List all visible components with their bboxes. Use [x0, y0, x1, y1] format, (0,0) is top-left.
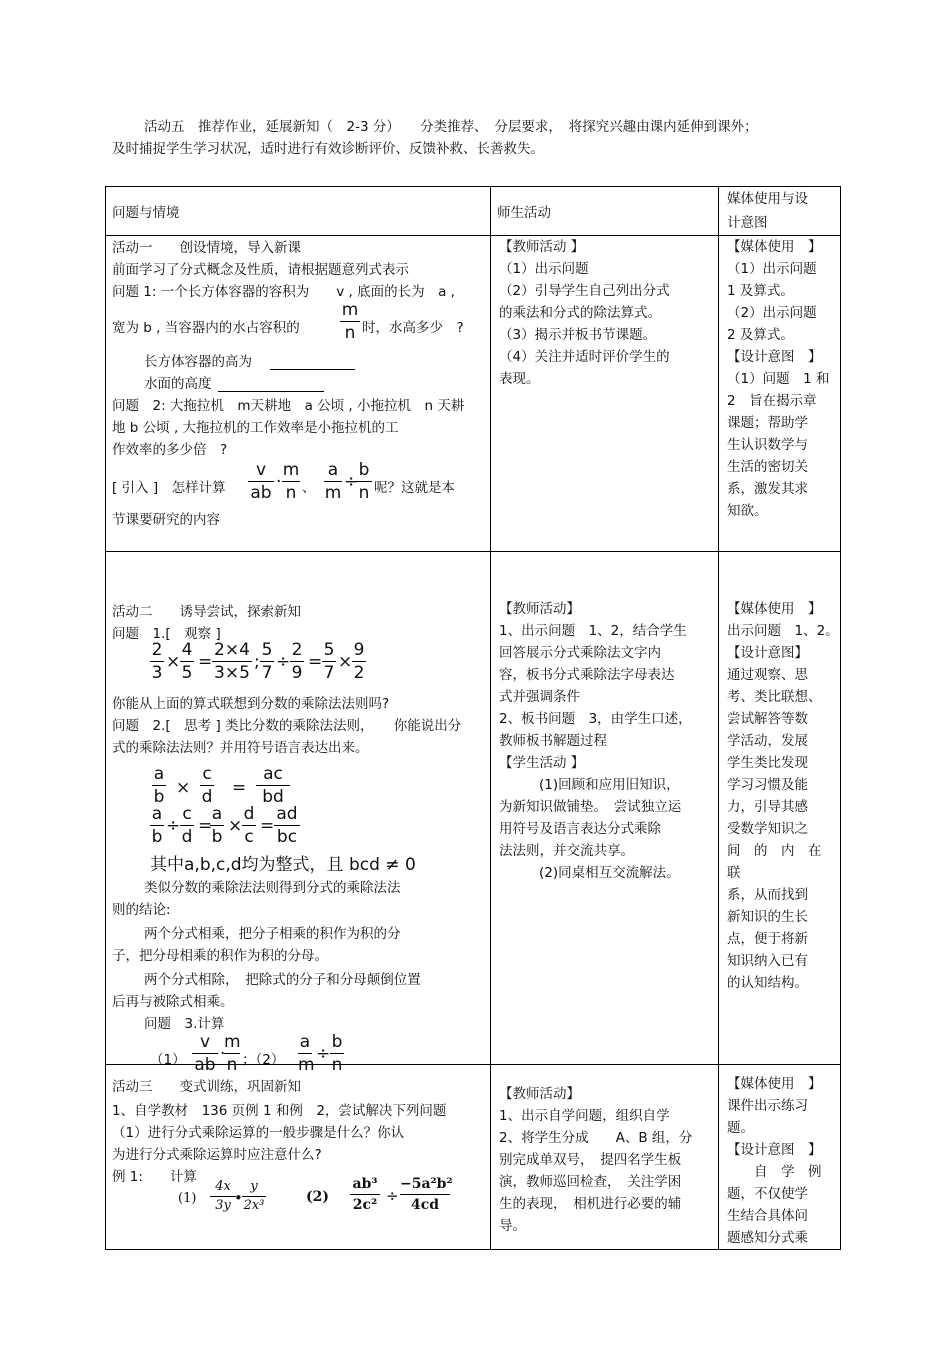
fraction: y 2x³	[243, 1179, 265, 1213]
part-label-1: （1）	[150, 1052, 186, 1068]
list-item: 【学生活动 】	[499, 755, 585, 771]
act2-r3: 两个分式相除， 把除式的分子和分母颠倒位置	[144, 972, 421, 988]
list-item: (2)同桌相互交流解法。	[539, 865, 680, 881]
list-item: （2）引导学生自己列出分式	[499, 283, 670, 299]
act2-scenario-cell	[106, 552, 491, 1075]
act3-scenario-cell	[106, 1065, 491, 1250]
list-item: 生的表现， 相机进行必要的辅	[499, 1196, 682, 1212]
list-item: 力，引导其感	[727, 799, 808, 815]
intro-line-2: 及时捕捉学生学习状况，适时进行有效诊断评价、反馈补救、长善救失。	[112, 141, 544, 157]
act3-media-cell	[719, 1065, 841, 1250]
fraction: 4 5	[181, 640, 193, 683]
separator: 、	[302, 480, 316, 496]
act1-teacher-list	[499, 236, 718, 390]
bullet-operator: •	[234, 1189, 243, 1207]
list-item: 间 的 内 在 联	[727, 843, 835, 881]
list-item: 1 及算式。	[727, 283, 794, 299]
act1-scenario-cell	[106, 236, 491, 552]
list-item: 知欲。	[727, 503, 768, 519]
fraction: −5a²b² 4cd	[400, 1176, 453, 1213]
list-item: 别完成单双号， 提四名学生板	[499, 1152, 682, 1168]
fraction: a b	[211, 804, 223, 847]
header-activity: 师生活动	[491, 187, 719, 236]
fraction: a b	[153, 764, 165, 807]
fraction: 2 9	[291, 640, 303, 683]
equals-operator: =	[232, 778, 247, 798]
fraction: m n	[224, 1032, 241, 1075]
list-item: 通过观察、思	[727, 667, 808, 683]
list-item: 题感知分式乘	[727, 1230, 808, 1246]
act2-title: 活动二 诱导尝试，探索新知	[112, 604, 301, 620]
act2-q2b: 式的乘除法法则？并用符号语言表达出来。	[112, 740, 369, 756]
list-item: 2、板书问题 3，由学生口述，	[499, 711, 692, 727]
fraction: ad bc	[274, 804, 300, 847]
list-item: 生活的密切关	[727, 459, 808, 475]
act2-teacher-cell	[491, 552, 719, 1065]
list-item: 题，不仅使学	[727, 1186, 808, 1202]
list-item: （1）出示问题	[727, 261, 817, 277]
list-item: 生认识数学与	[727, 437, 808, 453]
dot-operator: ·	[276, 472, 282, 492]
list-item: 式并强调条件	[499, 689, 580, 705]
act1-h2: 水面的高度	[144, 372, 324, 392]
div-operator: ÷	[316, 1044, 331, 1064]
act1-q2b: 地 b 公顷 , 大拖拉机的工作效率是小拖拉机的工	[112, 420, 399, 436]
list-item: 学生类比发现	[727, 755, 808, 771]
table-row	[106, 552, 841, 1065]
equals-operator: =	[308, 652, 323, 672]
list-item: 学习习惯及能	[727, 777, 808, 793]
fraction: 2 3	[151, 640, 163, 683]
times-operator: ×	[166, 652, 181, 672]
act2-c1: 类似分数的乘除法法则得到分式的乘除法法	[144, 880, 401, 896]
act2-condition: 其中a,b,c,d均为整式，且 bcd ≠ 0	[150, 855, 416, 875]
list-item: 1、出示问题 1、2，结合学生	[499, 623, 687, 639]
list-item: 2 旨在揭示章	[727, 393, 817, 409]
fraction: 5 7	[261, 640, 273, 683]
fraction: d c	[243, 804, 255, 847]
list-item: 2 及算式。	[727, 327, 794, 343]
semicolon: ;	[254, 652, 260, 672]
act1-q2c: 作效率的多少倍 ?	[112, 442, 228, 458]
act2-q1: 问题 1.[ 观察 ]	[112, 626, 221, 642]
list-item: （4）关注并适时评价学生的	[499, 349, 670, 365]
act1-q1c: 时，水高多少 ?	[362, 320, 464, 336]
fraction: 5 7	[323, 640, 335, 683]
fraction: ac bd	[256, 764, 290, 807]
act3-l2: （1）进行分式乘除运算的一般步骤是什么？你认	[112, 1125, 405, 1141]
fraction: 2×4 3×5	[212, 640, 252, 683]
list-item: 新知识的生长	[727, 909, 808, 925]
div-operator: ÷	[166, 816, 181, 836]
intro-line-1: 活动五 推荐作业，延展新知（ 2-3 分） 分类推荐、 分层要求， 将探究兴趣由课内延伸到课外；	[144, 119, 758, 135]
list-item: 教师板书解题过程	[499, 733, 607, 749]
act2-teacher-list	[499, 598, 718, 884]
list-item: （1）问题 1 和	[727, 371, 830, 387]
times-operator: ×	[338, 652, 353, 672]
fraction: 9 2	[353, 640, 365, 683]
fraction-m-n-2: m n	[282, 460, 300, 503]
list-item: 系，激发其求	[727, 481, 808, 497]
list-item: 法法则，并交流共享。	[499, 843, 634, 859]
act2-c2: 则的结论:	[112, 902, 171, 918]
list-item: 容，板书分式乘除法字母表达	[499, 667, 675, 683]
header-media-line1: 媒体使用与设	[727, 191, 808, 207]
list-item: 【设计意图 】	[727, 1142, 822, 1158]
table-row	[106, 236, 841, 552]
act2-q2a: 问题 2.[ 思考 ] 类比分数的乘除法法则， 你能说出分	[112, 718, 462, 734]
fraction: c d	[201, 764, 213, 807]
act2-r1: 两个分式相乘，把分子相乘的积作为积的分	[144, 926, 401, 942]
list-item: 1、出示自学问题，组织自学	[499, 1108, 670, 1124]
list-item: 2、将学生分成 A、B 组，分	[499, 1130, 693, 1146]
list-item: 【媒体使用 】	[727, 601, 822, 617]
list-item: 知识纳入已有	[727, 953, 808, 969]
fraction-v-ab: v ab	[248, 460, 274, 503]
list-item: 尝试解答等数	[727, 711, 808, 727]
list-item: 生结合具体问	[727, 1208, 808, 1224]
dot-operator: ·	[220, 1044, 226, 1064]
table-header-row	[106, 187, 841, 236]
list-item: 【教师活动】	[499, 601, 580, 617]
example-label-2: (2)	[306, 1189, 329, 1205]
list-item: 出示问题 1、2。	[727, 623, 839, 639]
list-item: 学活动，发展	[727, 733, 808, 749]
act3-media-list	[727, 1073, 840, 1249]
list-item: 课件出示练习	[727, 1098, 808, 1114]
header-scenario: 问题与情境	[106, 187, 491, 236]
act1-intro-tail: 呢？这就是本	[374, 480, 455, 496]
times-operator: ×	[176, 778, 191, 798]
example-label-1: (1)	[178, 1191, 197, 1206]
act2-media-cell	[719, 552, 841, 1065]
fraction: v ab	[192, 1032, 218, 1075]
act1-intro-end: 节课要研究的内容	[112, 512, 220, 528]
list-item: 自 学 例	[727, 1164, 822, 1180]
fraction: a b	[151, 804, 163, 847]
equals-operator: =	[198, 816, 213, 836]
act2-media-list	[727, 598, 840, 994]
fraction: a m	[298, 1032, 315, 1075]
times-operator: ×	[228, 816, 243, 836]
act3-l1: 1、自学教材 136 页例 1 和例 2，尝试解决下列问题	[112, 1103, 447, 1119]
list-item: 【设计意图】	[727, 645, 808, 661]
act1-q1b: 宽为 b , 当容器内的水占容积的	[112, 320, 300, 336]
div-operator: ÷	[386, 1187, 399, 1205]
table-row	[106, 1065, 841, 1250]
header-media-line2: 计意图	[727, 215, 768, 231]
act1-q1a: 问题 1: 一个长方体容器的容积为 v , 底面的长为 a ,	[112, 284, 455, 300]
act3-teacher-cell	[491, 1065, 719, 1250]
equals-operator: =	[260, 816, 275, 836]
list-item: （3）揭示并板书节课题。	[499, 327, 657, 343]
header-media	[719, 187, 841, 236]
part-label-2: ；（2）	[242, 1052, 285, 1068]
act1-intro-label: [ 引入 ] 怎样计算	[112, 480, 226, 496]
list-item: 的认知结构。	[727, 975, 808, 991]
fraction-b-n: b n	[356, 460, 372, 503]
list-item: 【媒体使用 】	[727, 1076, 822, 1092]
list-item: 【教师活动 】	[499, 239, 585, 255]
act1-line: 前面学习了分式概念及性质，请根据题意列式表示	[112, 262, 409, 278]
fraction-a-m: a m	[324, 460, 342, 503]
fraction: ab³ 2c²	[350, 1175, 380, 1214]
list-item: 表现。	[499, 371, 540, 387]
numerator: m	[341, 300, 359, 320]
fraction: 4x 3y	[210, 1179, 236, 1214]
act3-l3: 为进行分式乘除运算时应注意什么?	[112, 1147, 322, 1163]
equals-operator: =	[198, 652, 213, 672]
act2-r4: 后再与被除式相乘。	[112, 994, 234, 1010]
act3-teacher-list	[499, 1083, 718, 1237]
act2-r2: 子，把分母相乘的积作为积的分母。	[112, 948, 328, 964]
list-item: 题。	[727, 1120, 754, 1136]
act1-media-cell	[719, 236, 841, 552]
div-operator: ÷	[344, 472, 359, 492]
denominator: n	[344, 323, 356, 343]
act1-q2a: 问题 2: 大拖拉机 m天耕地 a 公顷 , 小拖拉机 n 天耕	[112, 398, 465, 414]
div-operator: ÷	[276, 652, 291, 672]
act3-l4: 例 1: 计算	[112, 1169, 197, 1185]
fraction: c d	[181, 804, 193, 847]
list-item: 【设计意图 】	[727, 349, 822, 365]
list-item: 系，从而找到	[727, 887, 808, 903]
list-item: 【教师活动】	[499, 1086, 580, 1102]
fraction: b n	[331, 1032, 343, 1075]
list-item: 受数学知识之	[727, 821, 808, 837]
list-item: (1)回顾和应用旧知识，	[539, 777, 680, 793]
list-item: 【媒体使用 】	[727, 239, 822, 255]
lesson-table	[105, 186, 841, 1250]
list-item: 导。	[499, 1218, 526, 1234]
list-item: （1）出示问题	[499, 261, 589, 277]
list-item: 为新知识做铺垫。 尝试独立运	[499, 799, 682, 815]
act1-h1: 长方体容器的高为	[144, 350, 355, 370]
list-item: 考、类比联想、	[727, 689, 822, 705]
list-item: 回答展示分式乘除法文字内	[499, 645, 661, 661]
list-item: 的乘法和分式的除法算式。	[499, 305, 661, 321]
list-item: （2）出示问题	[727, 305, 817, 321]
act1-title: 活动一 创设情境，导入新课	[112, 240, 301, 256]
act1-teacher-cell	[491, 236, 719, 552]
act3-title: 活动三 变式训练，巩固新知	[112, 1079, 301, 1095]
list-item: 演，教师巡回检查， 关注学困	[499, 1174, 682, 1190]
act1-media-list	[727, 236, 840, 522]
list-item: 用符号及语言表达分式乘除	[499, 821, 661, 837]
list-item: 点，便于将新	[727, 931, 808, 947]
intro-paragraph	[112, 116, 832, 160]
fraction-m-n	[340, 300, 360, 343]
act2-q3: 问题 3.计算	[144, 1016, 225, 1032]
act2-q1b: 你能从上面的算式联想到分数的乘除法法则吗?	[112, 696, 390, 712]
list-item: 课题；帮助学	[727, 415, 808, 431]
